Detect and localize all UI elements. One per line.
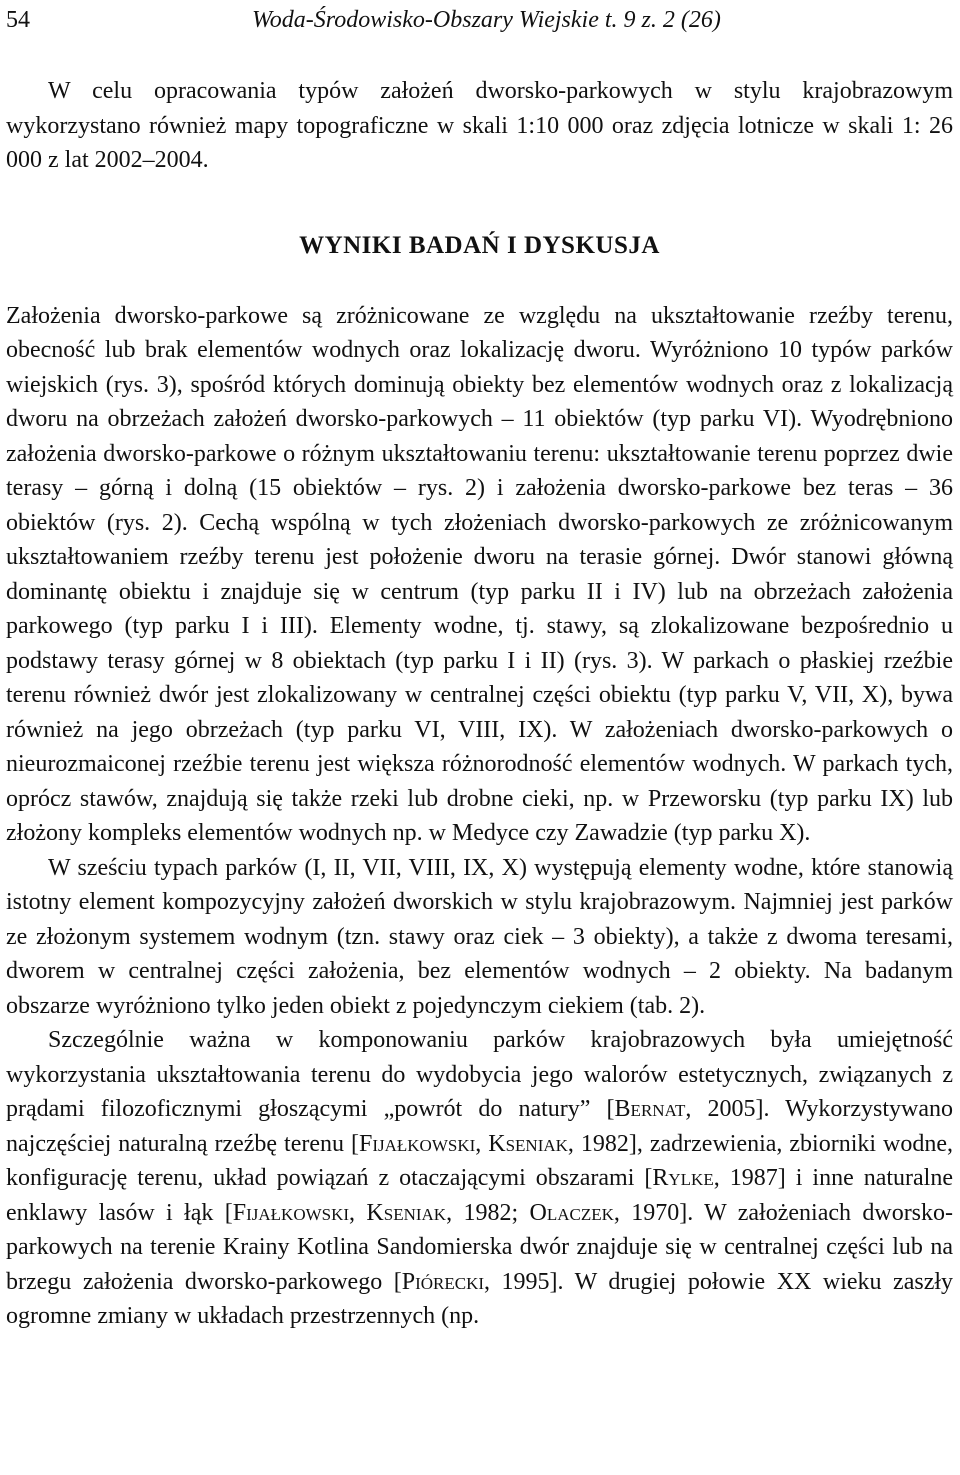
text-run: , 2005]. Wykorzystywano najczęściej naturalną rzeźbę terenu [ — [6, 1096, 953, 1157]
text-run: Szczególnie ważna w komponowaniu parków krajobrazowych była umiejętność wykorzystania ukształtowania terenu do wydobycia jego walorów estetycznych, związanych z prądami filozoficznymi głoszącymi „powrót do natury” [ — [6, 1027, 953, 1122]
text-run: , — [349, 1199, 367, 1226]
citation-author: Kseniak — [488, 1130, 568, 1157]
text-run: , 1995]. W drugiej połowie XX wieku zaszły ogromne zmiany w układach przestrzennych (np. — [6, 1268, 954, 1329]
page-number: 54 — [6, 7, 30, 33]
citation-author: Fijałkowski — [358, 1130, 476, 1157]
text-run: , 1970]. W założeniach dworsko-parkowych na terenie Krainy Kotlina Sandomierska dwór znajduje się w centralnej części lub na brzegu założenia dworsko-parkowego [ — [6, 1199, 954, 1295]
text-run: , 1987] i inne naturalne enklawy lasów i łąk [ — [6, 1165, 954, 1226]
citation-author: Rylke — [652, 1165, 714, 1191]
text-run: , — [475, 1130, 489, 1157]
landscape-paragraph — [6, 1023, 953, 1334]
journal-title: Woda-Środowisko-Obszary Wiejskie t. 9 z. 2 (26) — [252, 7, 721, 33]
citation-author: Fijałkowski — [232, 1199, 350, 1226]
citation-author: Kseniak — [366, 1199, 447, 1226]
citation-author: Olaczek — [529, 1199, 614, 1226]
intro-paragraph: W celu opracowania typów założeń dworsko-parkowych w stylu krajobrazowym wykorzystano również mapy topograficzne w skali 1:10 000 oraz zdjęcia lotnicze w skali 1: 26 000 z lat 2002–2004. — [6, 78, 953, 173]
water-elements-paragraph: W sześciu typach parków (I, II, VII, VIII, IX, X) występują elementy wodne, które stanowią istotny element kompozycyjny założeń dworskich w stylu krajobrazowym. Najmniej jest parków ze złożonym systemem wodnym (tzn. stawy oraz ciek – 3 obiekty), a także z dwoma teresami, dworem w centralnej części założenia, bez elementów wodnych – 2 obiekty. Na badanym obszarze wyróżniono tylko jeden obiekt z pojedynczym ciekiem (tab. 2). — [6, 854, 953, 1019]
text-run: , 1982], zadrzewienia, zbiorniki wodne, konfigurację terenu, układ powiązań z otaczającymi obszarami [ — [6, 1130, 954, 1191]
citation-author: Bernat — [614, 1096, 686, 1122]
article-body — [6, 74, 953, 1334]
text-run: , 1982; — [446, 1199, 530, 1226]
running-head — [6, 0, 953, 40]
citation-author: Piórecki — [401, 1268, 485, 1295]
section-heading: WYNIKI BADAŃ I DYSKUSJA — [299, 231, 660, 259]
journal-page — [6, 0, 953, 1334]
results-paragraph: Założenia dworsko-parkowe są zróżnicowane ze względu na ukształtowanie rzeźby terenu, obecność lub brak elementów wodnych oraz lokalizację dworu. Wyróżniono 10 typów parków wiejskich (rys. 3), spośród których dominują obiekty bez elementów wodnych oraz z lokalizacją dworu na obrzeżach założeń dworsko-parkowych – 11 obiektów (typ parku VI). Wyodrębniono założenia dworsko-parkowe o różnym ukształtowaniu terenu: ukształtowanie terenu poprzez dwie terasy – górną i dolną (15 obiektów – rys. 2) i założenia dworsko-parkowe bez teras – 36 obiektów (rys. 2). Cechą wspólną w tych złożeniach dworsko-parkowych ze zróżnicowanym ukształtowaniem rzeźby terenu jest położenie dworu na terasie górnej. Dwór stanowi główną dominantę obiektu i znajduje się w centrum (typ parku II i IV) lub na obrzeżach założenia parkowego (typ parku I i III). Elementy wodne, tj. stawy, są zlokalizowane bezpośrednio u podstawy terasy górnej w 8 obiektach (typ parku I i II) (rys. 3). W parkach o płaskiej rzeźbie terenu również dwór jest zlokalizowany w centralnej części obiektu (typ parku V, VII, X), bywa również na jego obrzeżach (typ parku VI, VIII, IX). W założeniach dworsko-parkowych o nieurozmaiconej rzeźbie terenu jest większa różnorodność elementów wodnych. W parkach tych, oprócz stawów, znajdują się także rzeki lub drobne cieki, np. w Przeworsku (typ parku IX) lub złożony kompleks elementów wodnych np. w Medyce czy Zawadzie (typ parku X). — [6, 302, 953, 846]
